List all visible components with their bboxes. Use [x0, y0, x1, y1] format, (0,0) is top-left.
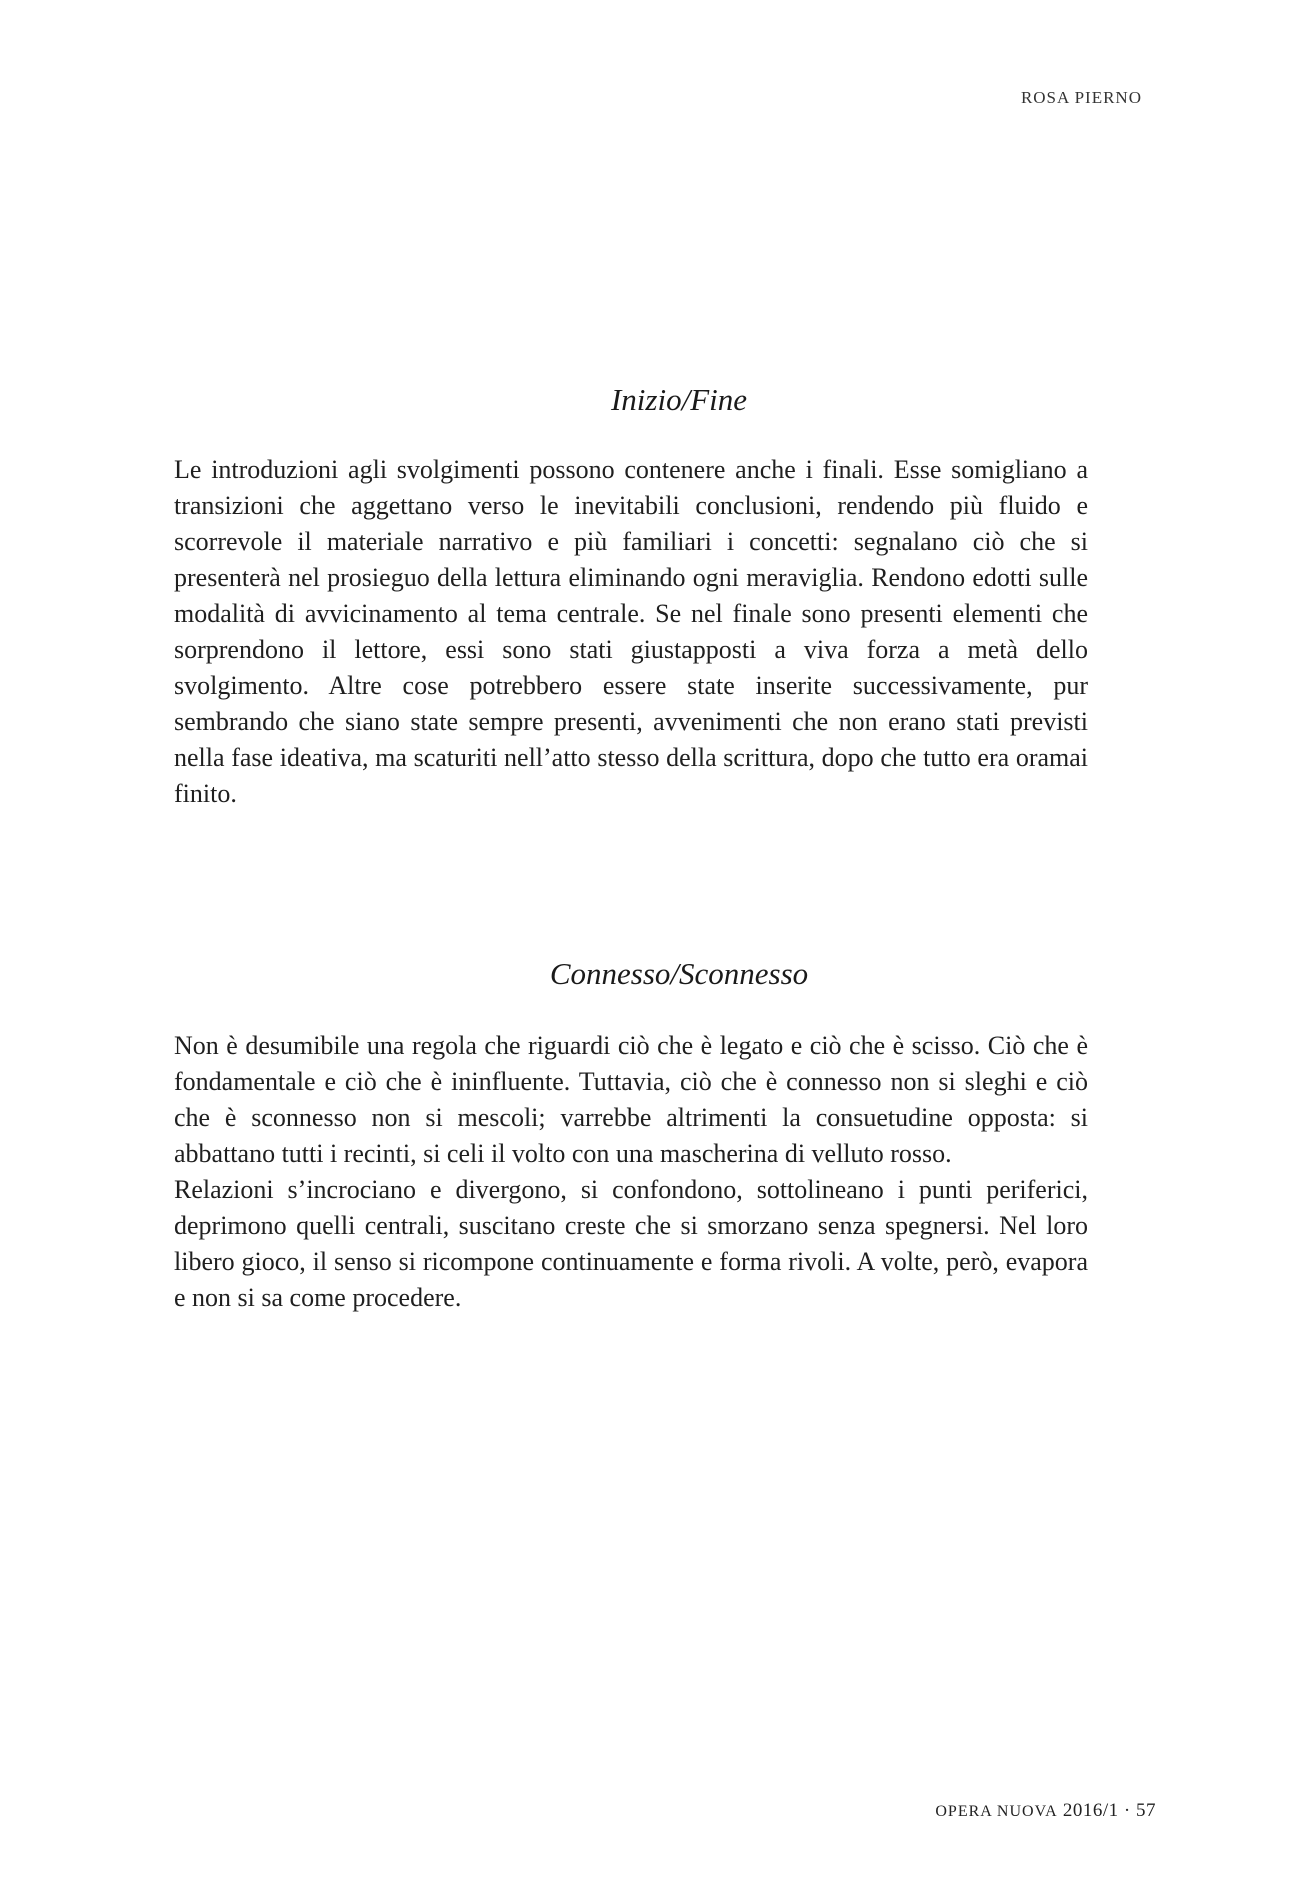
- page-footer-folio: [935, 1800, 1156, 1822]
- paragraph: Relazioni s’incrociano e divergono, si confondono, sottolineano i punti periferici, deprimono quelli centrali, suscitano creste che si smorzano senza spegnersi. Nel loro libero gioco, il senso si ricompone continuamente e forma rivoli. A volte, però, evapora e non si sa come procedere.: [174, 1175, 1088, 1312]
- section-title-inizio-fine: Inizio/Fine: [610, 382, 748, 417]
- paragraph: Non è desumibile una regola che riguardi ciò che è legato e ciò che è scisso. Ciò che è fondamentale e ciò che è ininfluente. Tuttavia, ciò che è connesso non si sleghi e ciò che è sconnesso non si mescoli; varrebbe altrimenti la consuetudine opposta: si abbattano tutti i recinti, si celi il volto con una mascherina di velluto rosso.: [174, 1031, 1088, 1168]
- issue-number: 2016/1: [1062, 1800, 1119, 1821]
- section-title-connesso-sconnesso: Connesso/Sconnesso: [549, 956, 809, 991]
- page-number: 57: [1136, 1800, 1156, 1821]
- journal-name: OPERA NUOVA: [935, 1803, 1058, 1820]
- folio-separator: ·: [1123, 1800, 1131, 1821]
- paragraph: Le introduzioni agli svolgimenti possono contenere anche i finali. Esse somigliano a transizioni che aggettano verso le inevitabili conclusioni, rendendo più fluido e scorrevole il materiale narrativo e più familiari i concetti: segnalano ciò che si presenterà nel prosieguo della lettura eliminando ogni meraviglia. Rendono edotti sulle modalità di avvicinamento al tema centrale. Se nel finale sono presenti elementi che sorprendono il lettore, essi sono stati giustapposti a viva forza a metà dello svolgimento. Altre cose potrebbero essere state inserite successivamente, pur sembrando che siano state sempre presenti, avvenimenti che non erano stati previsti nella fase ideativa, ma scaturiti nell’atto stesso della scrittura, dopo che tutto era oramai finito.: [174, 455, 1088, 808]
- section-body-connesso-sconnesso: [174, 1028, 1088, 1316]
- running-head: ROSA PIERNO: [1020, 88, 1142, 107]
- section-body-inizio-fine: [174, 452, 1088, 812]
